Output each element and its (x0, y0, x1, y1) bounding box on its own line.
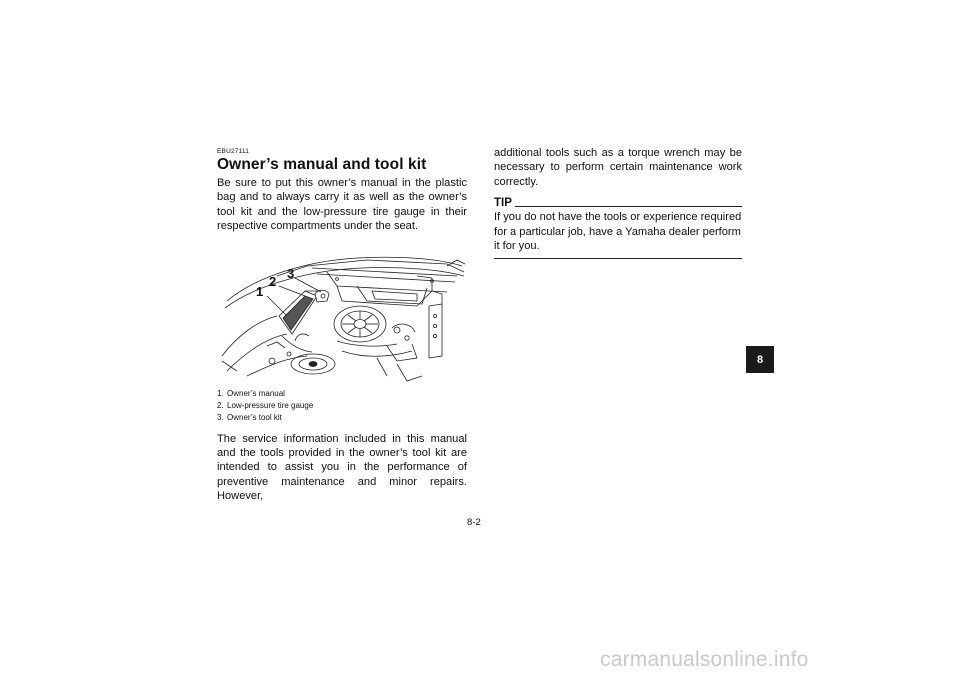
legend-number: 1. (217, 388, 224, 398)
tip-label: TIP (494, 197, 512, 210)
figure-legend (217, 388, 467, 424)
tip-header (494, 196, 742, 210)
tip-text: If you do not have the tools or experience required for a particular job, have a Yamaha dealer perform it for you. (494, 211, 742, 253)
callout-1: 1 (256, 283, 264, 299)
tip-end-rule (494, 258, 742, 259)
legend-text: Owner’s manual (227, 388, 285, 398)
right-column (494, 146, 742, 259)
seat-compartment-illustration (217, 246, 467, 386)
legend-item (217, 388, 467, 400)
section-title: Owner’s manual and tool kit (217, 156, 427, 173)
callout-3: 3 (287, 265, 295, 281)
legend-item (217, 400, 467, 412)
callout-2: 2 (269, 273, 277, 289)
legend-number: 2. (217, 400, 224, 410)
service-info-paragraph: The service information included in this manual and the tools provided in the owner’s tool kit are intended to assist you in the performance of preventive maintenance and minor repairs. However, (217, 432, 467, 503)
chapter-tab: 8 (746, 346, 774, 373)
service-info-continued: additional tools such as a torque wrench may be necessary to perform certain maintenance work correctly. (494, 147, 742, 188)
legend-text: Low-pressure tire gauge (227, 400, 314, 410)
legend-text: Owner’s tool kit (227, 412, 282, 422)
page-number: 8-2 (467, 517, 481, 528)
watermark: carmanualsonline.info (600, 648, 809, 671)
legend-number: 3. (217, 412, 224, 422)
illustration-drawing (217, 246, 467, 386)
legend-item (217, 412, 467, 424)
intro-paragraph: Be sure to put this owner’s manual in the plastic bag and to always carry it as well as the owner’s tool kit and the low-pressure tire gauge in their respective compartments under the seat. (217, 177, 467, 233)
tip-rule (515, 206, 742, 207)
left-column (217, 148, 467, 504)
section-code: EBU27111 (217, 148, 250, 155)
